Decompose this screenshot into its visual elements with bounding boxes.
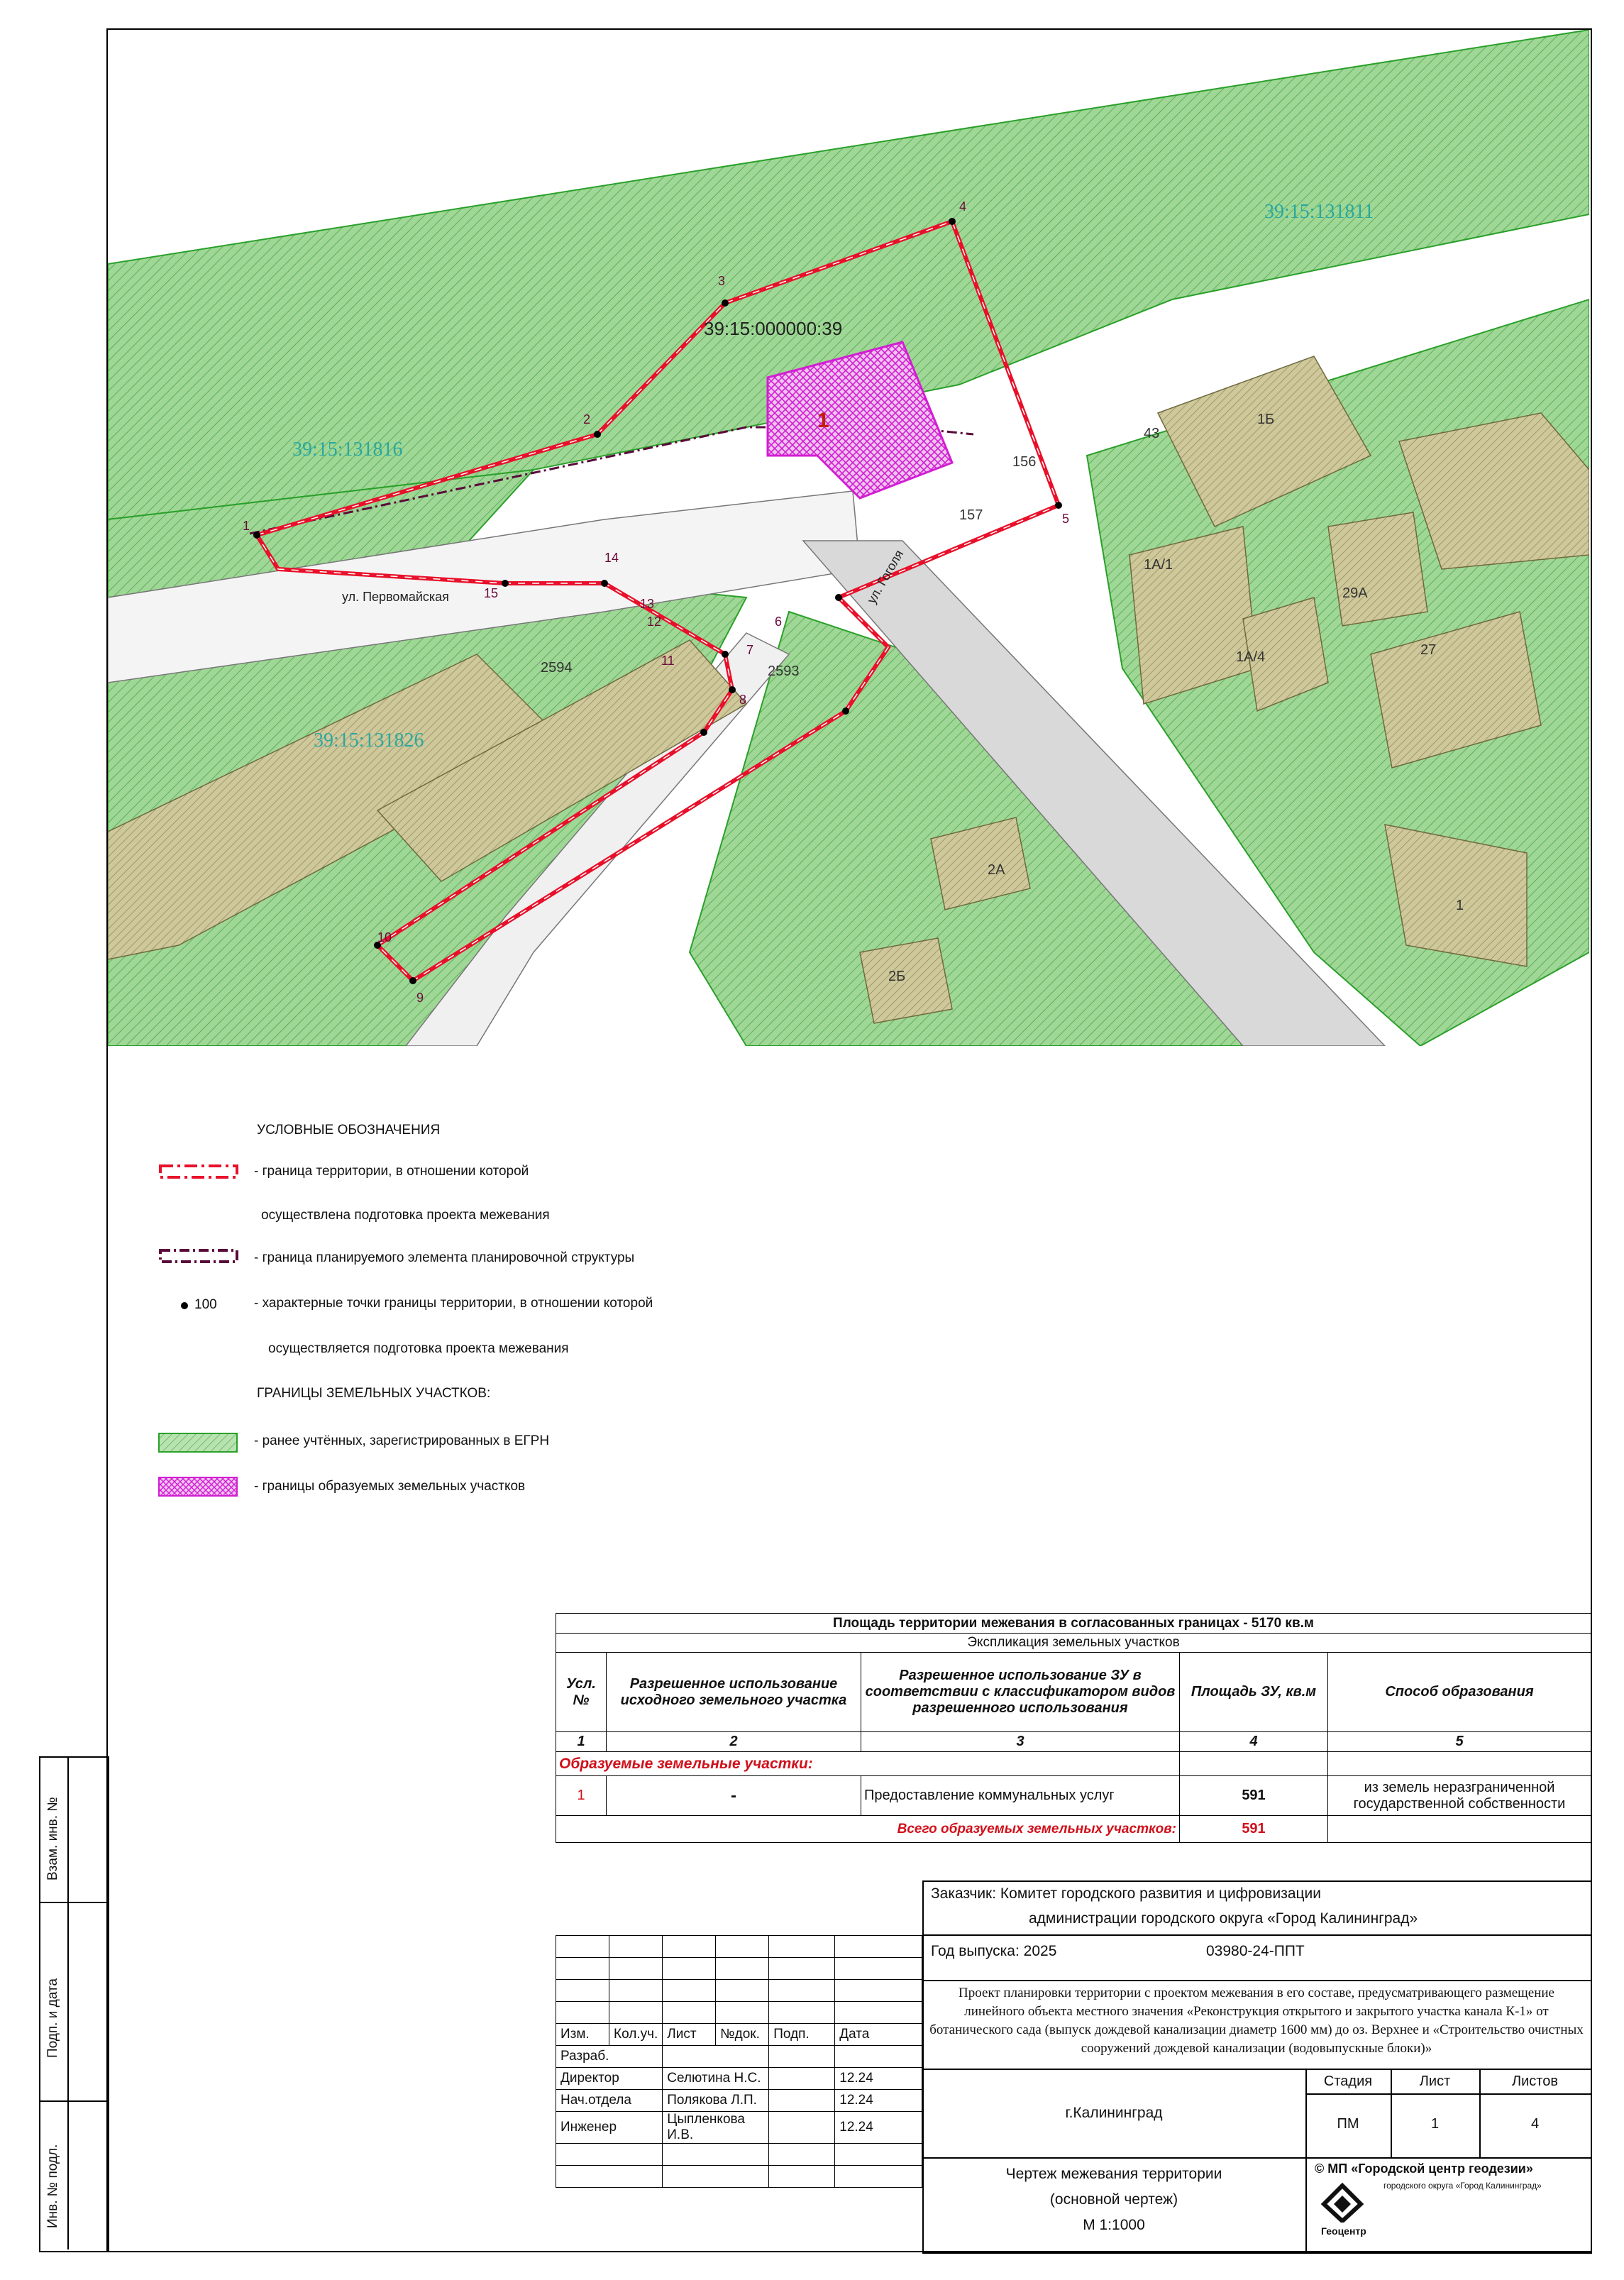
legend-title: УСЛОВНЫЕ ОБОЗНАЧЕНИЯ	[257, 1123, 441, 1138]
svg-text:2593: 2593	[768, 663, 800, 679]
svg-text:3: 3	[718, 274, 726, 288]
svg-text:8: 8	[739, 693, 747, 707]
svg-text:2: 2	[583, 412, 591, 426]
person-name: Селютина Н.С.	[663, 2068, 769, 2090]
company-sub: городского округа «Город Калининград»	[1383, 2181, 1542, 2191]
stage-value: ПМ	[1337, 2116, 1359, 2132]
customer-line1: Заказчик: Комитет городского развития и цифровизации	[931, 1885, 1321, 1902]
side-label-sign-date: Подп. и дата	[45, 1978, 60, 2058]
side-label-inv-orig: Инв. № подл.	[45, 2144, 60, 2228]
sheet-header: Лист	[1419, 2074, 1451, 2089]
legend-item-5: - границы образуемых земельных участков	[254, 1479, 526, 1494]
role: Разраб.	[556, 2046, 663, 2068]
svg-text:1А/4: 1А/4	[1236, 649, 1266, 665]
col-header-new-use: Разрешенное использование ЗУ в соответствии с классификатором видов разрешенного использования	[861, 1653, 1180, 1732]
svg-text:1Б: 1Б	[1257, 412, 1275, 427]
cadastral-block-label: 39:15:131811	[1264, 201, 1374, 223]
city: г.Калининград	[1065, 2104, 1163, 2121]
col-num: 1	[556, 1732, 607, 1752]
svg-text:29А: 29А	[1342, 585, 1368, 601]
col-num: 4	[1180, 1732, 1328, 1752]
sign-date: 12.24	[835, 2068, 922, 2090]
row-area: 591	[1180, 1776, 1328, 1816]
plot-number: 1	[817, 409, 829, 432]
svg-text:156: 156	[1012, 454, 1037, 470]
col-header: №док.	[716, 2024, 769, 2046]
legend-section-title: ГРАНИЦЫ ЗЕМЕЛЬНЫХ УЧАСТКОВ:	[257, 1386, 491, 1401]
sign-date: 12.24	[835, 2112, 922, 2144]
svg-text:15: 15	[484, 586, 499, 600]
cadastral-block-label: 39:15:131826	[314, 729, 424, 751]
legend-point-symbol	[179, 1300, 190, 1311]
row-new-use: Предоставление коммунальных услуг	[861, 1776, 1180, 1816]
geocenter-logo	[1321, 2183, 1364, 2223]
col-num: 3	[861, 1732, 1180, 1752]
svg-text:1А/1: 1А/1	[1144, 557, 1173, 573]
col-header-num: Усл. №	[556, 1653, 607, 1732]
col-header: Дата	[835, 2024, 922, 2046]
col-num: 5	[1328, 1732, 1591, 1752]
customer-line2: администрации городского округа «Город Калининград»	[1029, 1910, 1418, 1927]
role: Директор	[556, 2068, 663, 2090]
legend-item-4: - ранее учтённых, зарегистрированных в ЕГРН	[254, 1433, 550, 1448]
legend-item-2: - граница планируемого элемента планировочной структуры	[254, 1250, 635, 1265]
stage-header: Стадия	[1323, 2074, 1373, 2089]
person-name: Цыпленкова И.В.	[663, 2112, 769, 2144]
legend-planning-boundary-symbol	[158, 1246, 243, 1267]
row-num: 1	[556, 1776, 607, 1816]
svg-text:14: 14	[604, 551, 619, 565]
drawing-subtitle: (основной чертеж)	[1049, 2191, 1178, 2208]
logo-text: Геоцентр	[1321, 2225, 1366, 2237]
svg-text:5: 5	[1062, 512, 1070, 526]
person-name	[663, 2046, 769, 2068]
legend-registered-parcel-symbol	[158, 1432, 243, 1455]
col-header-area: Площадь ЗУ, кв.м	[1180, 1653, 1328, 1732]
side-label-replace-inv: Взам. инв. №	[45, 1797, 60, 1880]
svg-text:43: 43	[1144, 426, 1160, 441]
svg-text:13: 13	[640, 597, 655, 611]
building	[1328, 512, 1427, 626]
col-header: Подп.	[769, 2024, 835, 2046]
row-method: из земель неразграниченной государственной собственности	[1328, 1776, 1591, 1816]
explication-table	[556, 1613, 1591, 1843]
sheet-value: 1	[1430, 2116, 1440, 2132]
col-header: Изм.	[556, 2024, 609, 2046]
explication-subtitle: Экспликация земельных участков	[556, 1634, 1591, 1653]
sign-date: 12.24	[835, 2090, 922, 2112]
street-label: ул. Первомайская	[342, 590, 449, 604]
svg-text:2594: 2594	[541, 660, 573, 676]
area-title: Площадь территории межевания в согласованных границах - 5170 кв.м	[556, 1614, 1591, 1634]
col-num: 2	[607, 1732, 861, 1752]
total-label: Всего образуемых земельных участков:	[556, 1816, 1180, 1843]
drawing-title: Чертеж межевания территории	[1005, 2166, 1222, 2182]
svg-text:2А: 2А	[988, 862, 1005, 878]
svg-text:27: 27	[1420, 642, 1437, 658]
person-name: Полякова Л.П.	[663, 2090, 769, 2112]
legend-item-1-line1: - граница территории, в отношении которой	[254, 1164, 529, 1179]
col-header-method: Способ образования	[1328, 1653, 1591, 1732]
svg-text:2Б: 2Б	[888, 969, 906, 984]
company-name: © МП «Городской центр геодезии»	[1315, 2161, 1533, 2176]
svg-text:1: 1	[243, 519, 250, 533]
scale: М 1:1000	[1083, 2217, 1145, 2233]
sign-date	[835, 2046, 922, 2068]
svg-text:6: 6	[775, 615, 783, 629]
parcel-label: 39:15:000000:39	[704, 318, 843, 339]
legend-item-1-line2: осуществлена подготовка проекта межевания	[261, 1208, 550, 1223]
street-label: ул. Гоголя	[864, 547, 907, 606]
total-area: 591	[1180, 1816, 1328, 1843]
col-header-orig-use: Разрешенное использование исходного земельного участка	[607, 1653, 861, 1732]
col-header: Лист	[663, 2024, 716, 2046]
legend-item-3-line2: осуществляется подготовка проекта межевания	[268, 1341, 569, 1356]
cadastral-block-label: 39:15:131816	[292, 439, 403, 461]
section-label: Образуемые земельные участки:	[556, 1752, 1180, 1776]
svg-text:4: 4	[959, 199, 967, 214]
role: Инженер	[556, 2112, 663, 2144]
map-svg	[108, 30, 1589, 1046]
svg-text:11: 11	[661, 654, 675, 668]
project-code: 03980-24-ППТ	[1206, 1943, 1305, 1959]
legend-new-parcel-symbol	[158, 1476, 243, 1499]
signature-grid	[556, 1935, 922, 2188]
project-description: Проект планировки территории с проектом межевания в его составе, предусматривающего размещение линейного объекта местного значения «Реконструкция открытого и закрытого участка канала К-1» от ботанического сада (выпуск дождевой канализации диаметр 1600 мм) до оз. Верхнее и «Строительство очистных сооружений дождевой канализации (водовыпускные блоки)»	[929, 1986, 1584, 2056]
legend-item-3-line1: - характерные точки границы территории, в отношении которой	[254, 1296, 653, 1311]
col-header: Кол.уч.	[609, 2024, 663, 2046]
svg-text:157: 157	[959, 507, 983, 523]
svg-text:7: 7	[746, 643, 754, 657]
sheets-value: 4	[1530, 2116, 1540, 2132]
svg-text:1: 1	[1456, 898, 1464, 913]
year: Год выпуска: 2025	[931, 1943, 1057, 1959]
role: Нач.отдела	[556, 2090, 663, 2112]
svg-text:12: 12	[647, 615, 662, 629]
row-orig-use: -	[607, 1776, 861, 1816]
cadastral-map	[108, 30, 1589, 1046]
svg-text:9: 9	[416, 991, 424, 1005]
legend-survey-boundary-symbol	[158, 1162, 243, 1183]
legend-point-number: 100	[194, 1297, 217, 1312]
sheets-header: Листов	[1512, 2074, 1558, 2089]
building	[860, 938, 952, 1023]
svg-text:10: 10	[377, 930, 392, 945]
